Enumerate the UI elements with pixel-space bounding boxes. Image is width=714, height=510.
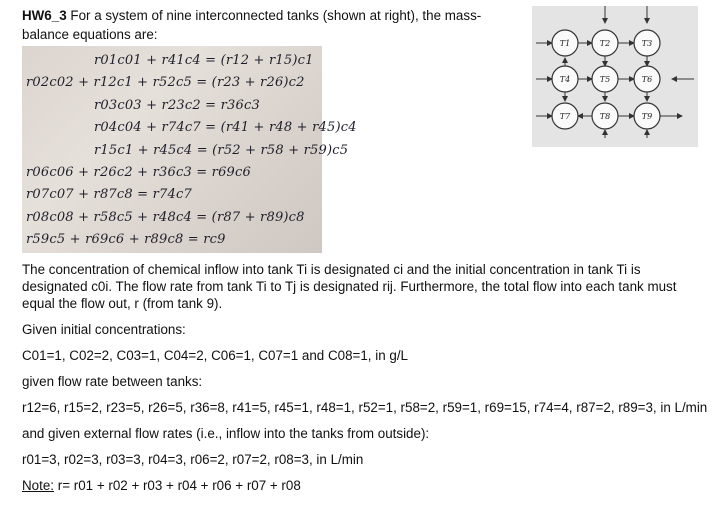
intro-text xyxy=(22,6,502,44)
note-line xyxy=(22,478,301,493)
tank-8-label: T8 xyxy=(599,112,611,121)
intro-sentence: For a system of nine interconnected tanks (shown at right), the mass-balance equations are: xyxy=(22,8,482,42)
note-formula: r= r01 + r02 + r03 + r04 + r06 + r07 + r08 xyxy=(57,478,301,493)
description-paragraph: The concentration of chemical inflow into tank Ti is designated ci and the initial concentration in tank Ti is designated c0i. The flow rate from tank Ti to Tj is designated rij. Furthermore, the total flow into each tank must equal the flow out, r (from tank 9). xyxy=(22,262,677,311)
equation-8: r08c08 + r58c5 + r48c4 = (r87 + r89)c8 xyxy=(26,210,305,225)
homework-id: HW6_3 xyxy=(22,8,67,23)
tank-2-label: T2 xyxy=(599,39,611,48)
external-flow-label: and given external flow rates (i.e., inflow into the tanks from outside): xyxy=(22,426,430,441)
tank-4-label: T4 xyxy=(559,75,571,84)
external-flow-values: r01=3, r02=3, r03=3, r04=3, r06=2, r07=2, r08=3, in L/min xyxy=(22,452,364,467)
tank-6-label: T6 xyxy=(641,75,653,84)
flow-rates-label: given flow rate between tanks: xyxy=(22,374,203,389)
note-label: Note: xyxy=(22,478,55,493)
equation-9: r59c5 + r69c6 + r89c8 = rc9 xyxy=(26,232,226,247)
concentration-values: C01=1, C02=2, C03=1, C04=2, C06=1, C07=1 and C08=1, in g/L xyxy=(22,348,409,363)
equation-6: r06c06 + r26c2 + r36c3 = r69c6 xyxy=(26,165,251,180)
given-concentrations-label: Given initial concentrations: xyxy=(22,322,186,337)
equation-1: r01c01 + r41c4 = (r12 + r15)c1 xyxy=(94,53,314,68)
equations-photo xyxy=(22,46,357,253)
tank-network-svg xyxy=(532,6,698,147)
tank-7-label: T7 xyxy=(559,112,571,121)
equation-5: r15c1 + r45c4 = (r52 + r58 + r59)c5 xyxy=(94,143,349,158)
equation-2: r02c02 + r12c1 + r52c5 = (r23 + r26)c2 xyxy=(26,75,305,90)
tank-9-label: T9 xyxy=(641,112,653,121)
tank-5-label: T5 xyxy=(599,75,611,84)
tank-3-label: T3 xyxy=(641,39,653,48)
equation-7: r07c07 + r87c8 = r74c7 xyxy=(26,187,192,202)
equation-4: r04c04 + r74c7 = (r41 + r48 + r45)c4 xyxy=(94,120,357,135)
tank-diagram xyxy=(532,6,698,147)
flow-rate-values: r12=6, r15=2, r23=5, r26=5, r36=8, r41=5, r45=1, r48=1, r52=1, r58=2, r59=1, r69=15, r74=4, r87=2, r89=3, in L/min xyxy=(22,400,708,415)
equation-3: r03c03 + r23c2 = r36c3 xyxy=(94,98,260,113)
tank-1-label: T1 xyxy=(559,39,571,48)
